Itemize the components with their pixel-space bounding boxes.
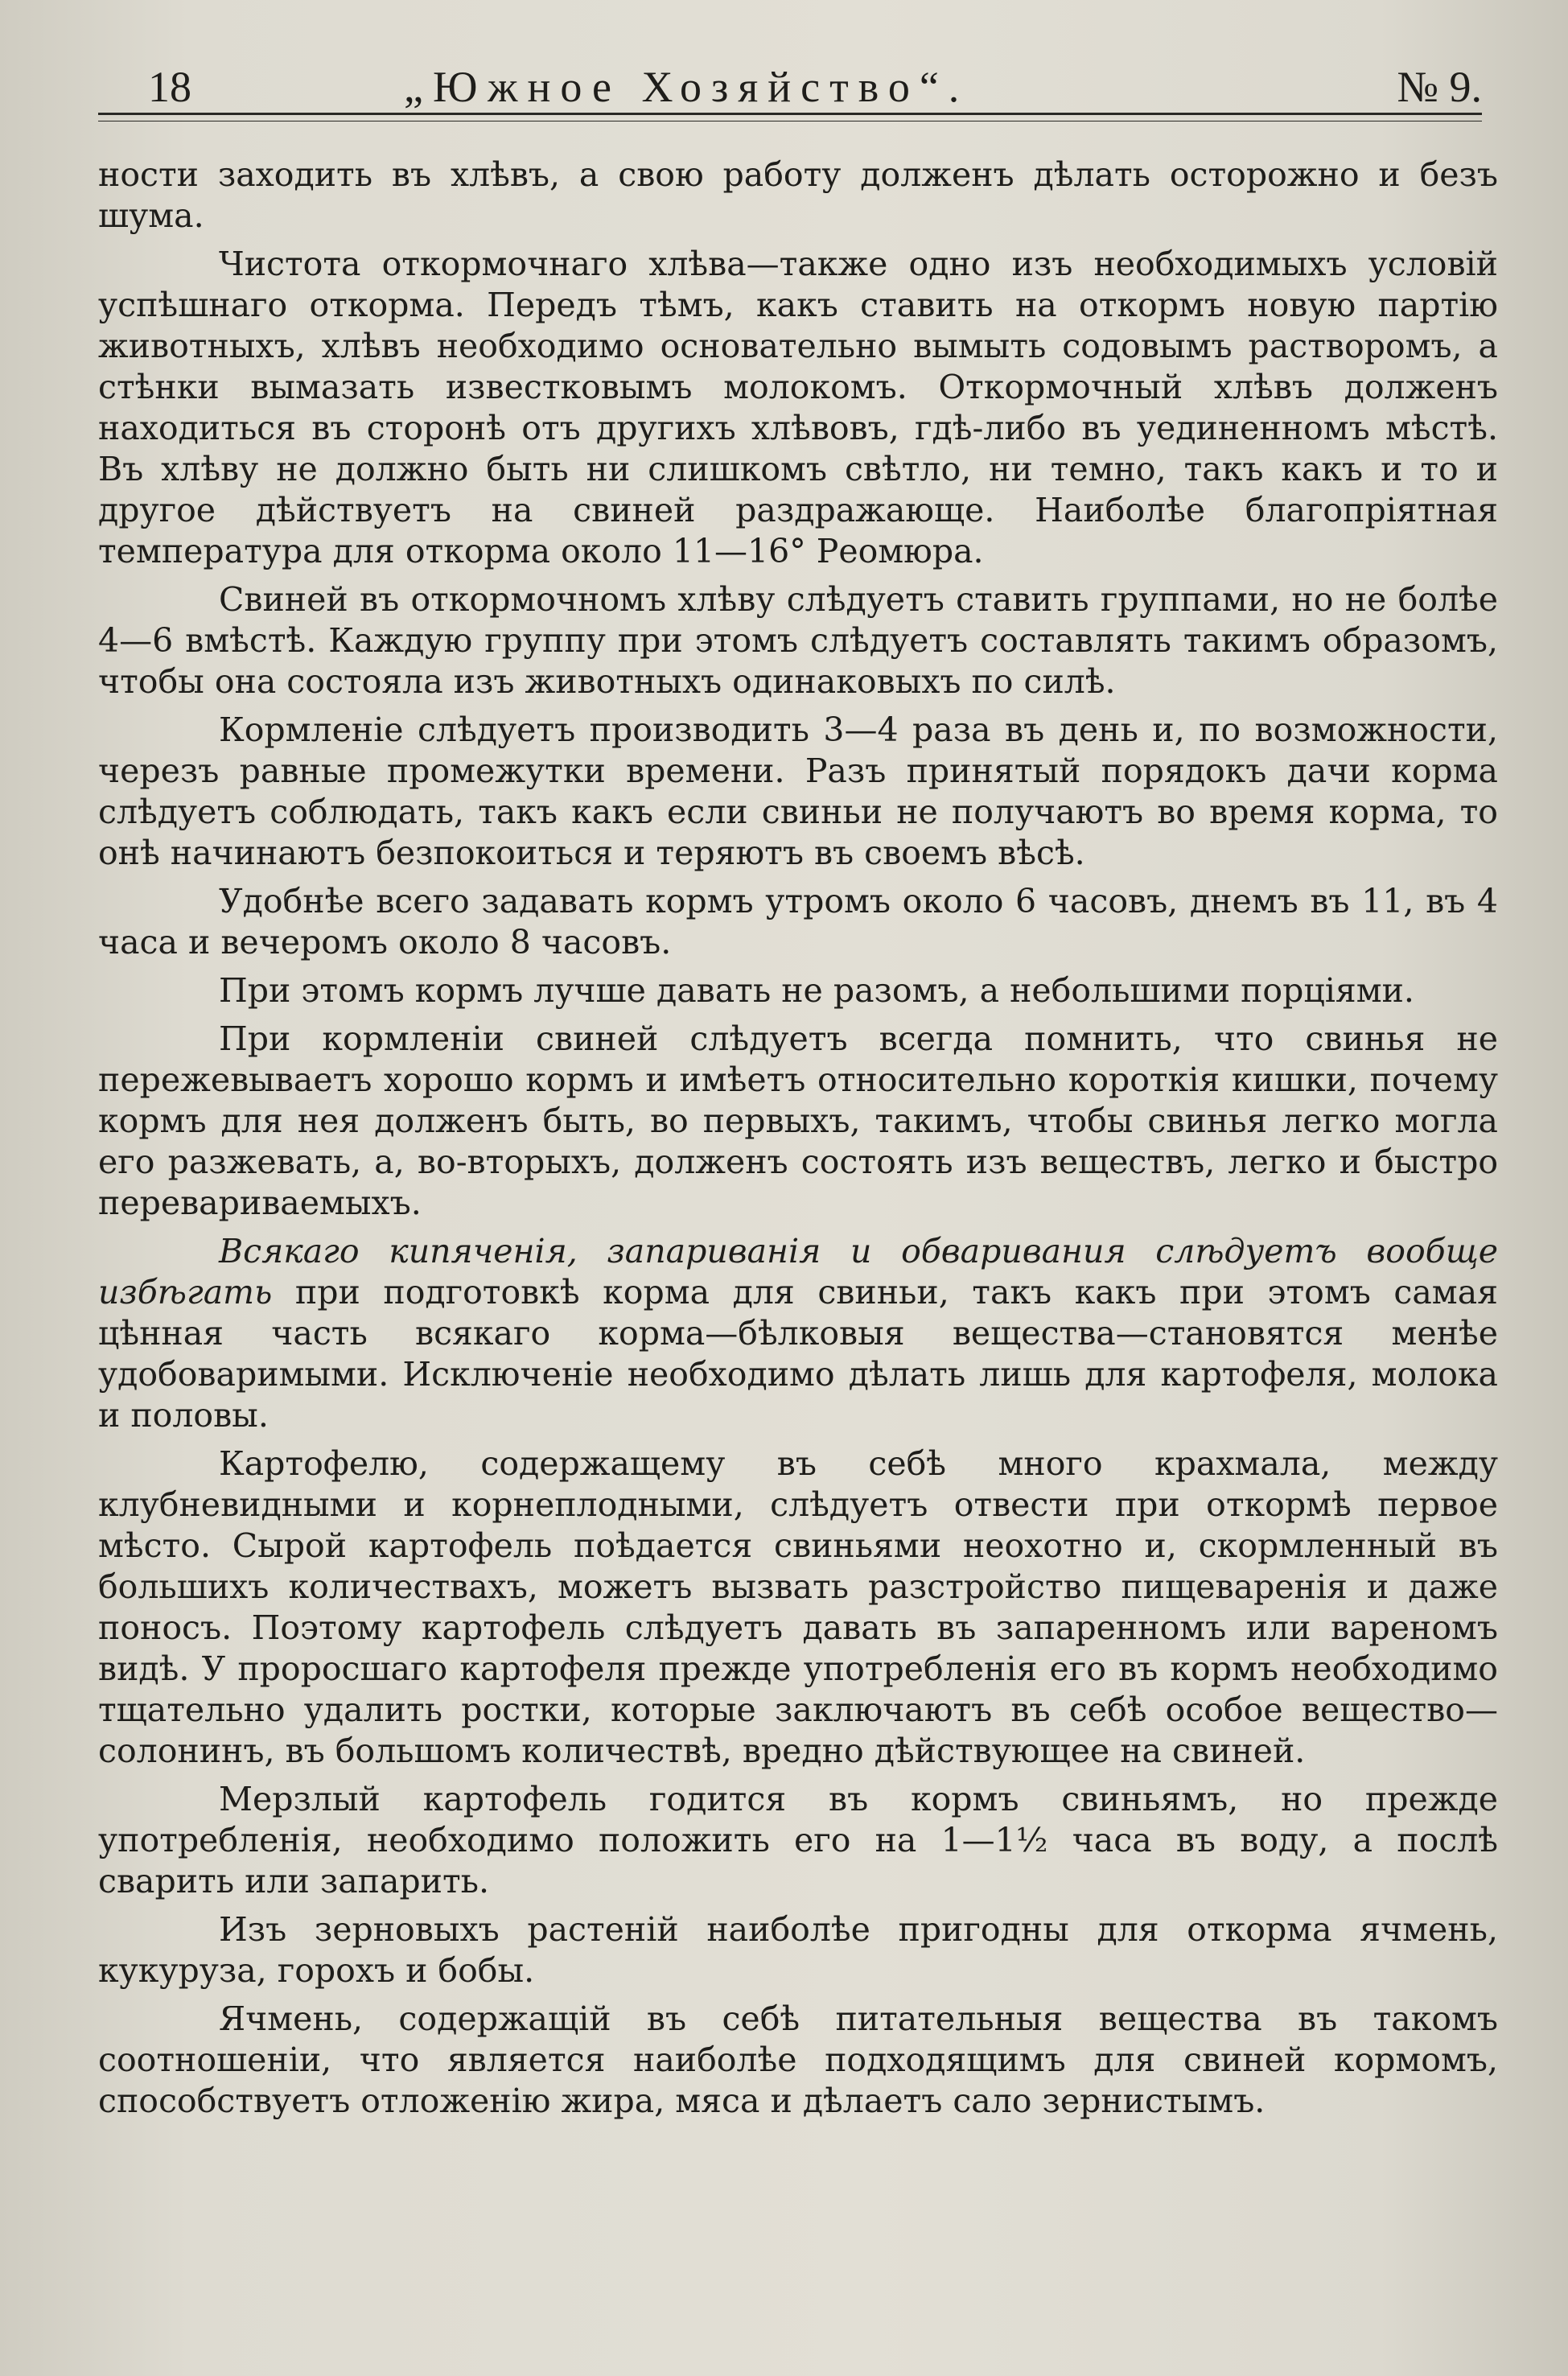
- article-body: [98, 154, 1498, 2129]
- paragraph-text: Свиней въ откормочномъ хлѣву слѣдуетъ ставить группами, но не болѣе 4—6 вмѣстѣ. Каждую группу при этомъ слѣдуетъ составлять такимъ образомъ, чтобы она состояла изъ животныхъ одинаковыхъ по силѣ.: [98, 580, 1498, 701]
- paragraph-text: Удобнѣе всего задавать кормъ утромъ около 6 часовъ, днемъ въ 11, въ 4 часа и вечеромъ около 8 часовъ.: [98, 882, 1498, 962]
- paragraph-text: Чистота откормочнаго хлѣва—также одно изъ необходимыхъ условій успѣшнаго откорма. Передъ тѣмъ, какъ ставить на откормъ новую партію животныхъ, хлѣвъ необходимо основательно вымыть содовымъ растворомъ, а стѣнки вымазать известковымъ молокомъ. Откормочный хлѣвъ долженъ находиться въ сторонѣ отъ другихъ хлѣвовъ, гдѣ-либо въ уединенномъ мѣстѣ. Въ хлѣву не должно быть ни слишкомъ свѣтло, ни темно, такъ какъ и то и другое дѣйствуетъ на свиней раздражающе. Наиболѣе благопріятная температура для откорма около 11—16° Реомюра.: [98, 245, 1498, 570]
- paragraph: [98, 1443, 1498, 1772]
- page-number: 18: [148, 63, 191, 111]
- issue-number: № 9.: [1397, 63, 1482, 111]
- paragraph: [98, 1909, 1498, 1991]
- paragraph: [98, 244, 1498, 572]
- paragraph: [98, 970, 1498, 1011]
- italic-emphasis: Всякаго кипяченія, запариванія и обваривания слѣдуетъ вообще избѣгать: [98, 1232, 1498, 1312]
- paragraph-text: Картофелю, содержащему въ себѣ много крахмала, между клубневидными и корнеплодными, слѣдуетъ отвести при откормѣ первое мѣсто. Сырой картофель поѣдается свиньями неохотно и, скормленный въ большихъ количествахъ, можетъ вызвать разстройство пищеваренія и даже поносъ. Поэтому картофель слѣдуетъ давать въ запаренномъ или вареномъ видѣ. У проросшаго картофеля прежде употребленія его въ кормъ необходимо тщательно удалить ростки, которые заключаютъ въ себѣ особое вещество—солонинъ, въ большомъ количествѣ, вредно дѣйствующее на свиней.: [98, 1444, 1498, 1770]
- paragraph: [98, 1779, 1498, 1902]
- paragraph: [98, 1019, 1498, 1224]
- paragraph-text: При кормленіи свиней слѣдуетъ всегда помнить, что свинья не пережевываетъ хорошо кормъ и имѣетъ относительно короткія кишки, почему кормъ для нея долженъ быть, во первыхъ, такимъ, чтобы свинья легко могла его разжевать, а, во-вторыхъ, долженъ состоять изъ веществъ, легко и быстро перевариваемыхъ.: [98, 1019, 1498, 1222]
- paragraph: [98, 154, 1498, 237]
- header-rule-thick: [98, 113, 1482, 115]
- paragraph: [98, 579, 1498, 702]
- paragraph-text: ности заходить въ хлѣвъ, а свою работу долженъ дѣлать осторожно и безъ шума.: [98, 155, 1498, 235]
- paragraph-text: При этомъ кормъ лучше давать не разомъ, а небольшими порціями.: [219, 971, 1414, 1010]
- paragraph-text: Кормленіе слѣдуетъ производить 3—4 раза въ день и, по возможности, черезъ равные промежутки времени. Разъ принятый порядокъ дачи корма слѣдуетъ соблюдать, такъ какъ если свиньи не получаютъ во время корма, то онѣ начинаютъ безпокоиться и теряютъ въ своемъ вѣсѣ.: [98, 710, 1498, 872]
- journal-title: „Южное Хозяйство“.: [404, 63, 969, 111]
- paragraph-text: при подготовкѣ корма для свиньи, такъ какъ при этомъ самая цѣнная часть всякаго корма—бѣлковыя вещества—становятся менѣе удобоваримыми. Исключеніе необходимо дѣлать лишь для картофеля, молока и половы.: [98, 1273, 1498, 1435]
- paragraph: [98, 710, 1498, 874]
- paragraph: [98, 1999, 1498, 2122]
- paragraph: [98, 1231, 1498, 1436]
- paragraph: [98, 881, 1498, 963]
- paragraph-text: Мерзлый картофель годится въ кормъ свиньямъ, но прежде употребленія, необходимо положить его на 1—1½ часа въ воду, а послѣ сварить или запарить.: [98, 1780, 1498, 1900]
- paragraph-text: Ячмень, содержащій въ себѣ питательныя вещества въ такомъ соотношеніи, что является наиболѣе подходящимъ для свиней кормомъ, способствуетъ отложенію жира, мяса и дѣлаетъ сало зернистымъ.: [98, 1999, 1498, 2120]
- paragraph-text: Изъ зерновыхъ растеній наиболѣе пригодны для откорма ячмень, кукуруза, горохъ и бобы.: [98, 1910, 1498, 1990]
- running-head: [98, 58, 1482, 116]
